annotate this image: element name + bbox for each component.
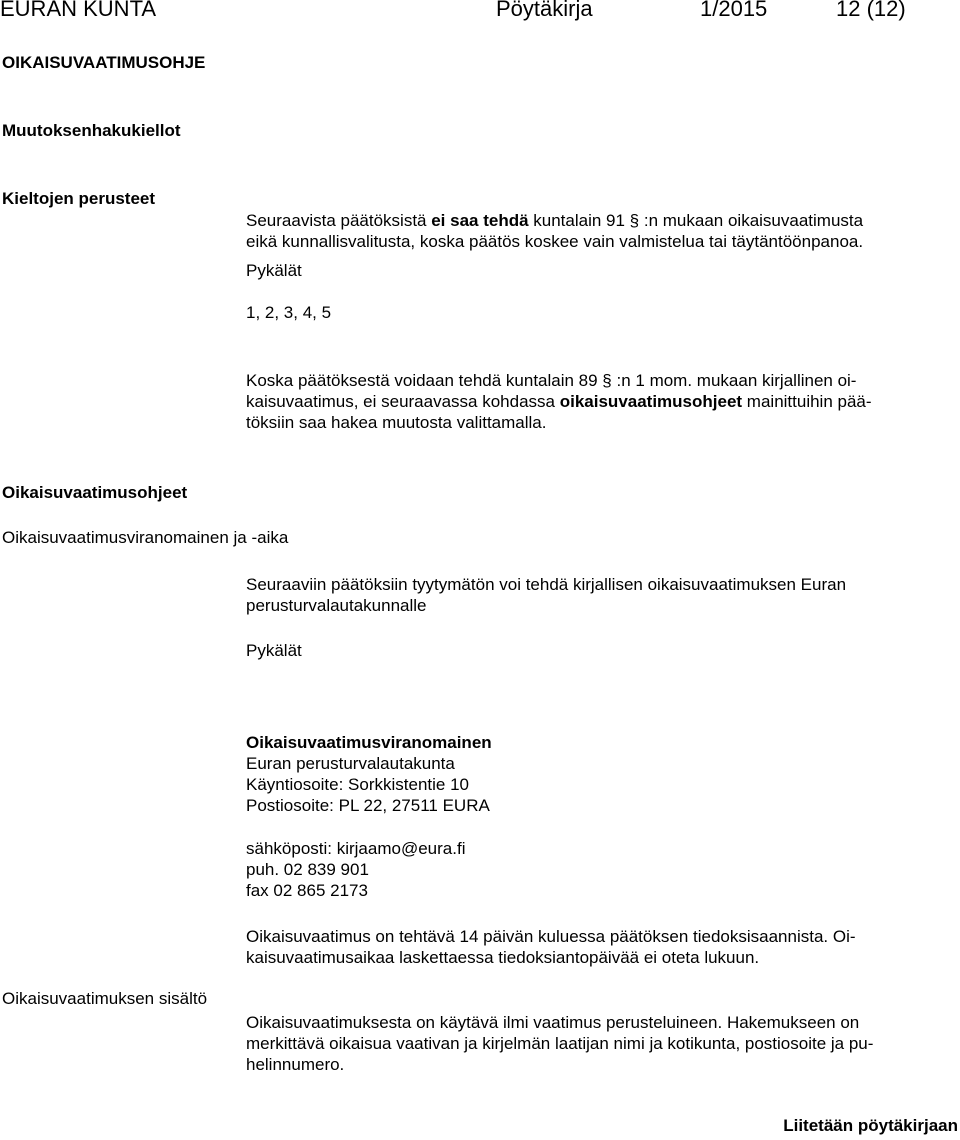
phone-number: puh. 02 839 901 [246, 860, 369, 879]
ban-grounds-heading: Kieltojen perusteet [2, 189, 156, 208]
fax-number: fax 02 865 2173 [246, 881, 368, 900]
page-header [0, 0, 960, 24]
organization-name: EURAN KUNTA [0, 0, 157, 21]
postal-address: Postiosoite: PL 22, 27511 EURA [246, 796, 490, 815]
authority-contact-details [246, 838, 465, 901]
emphasis-not-allowed: ei saa tehdä [431, 211, 529, 230]
document-type: Pöytäkirja [496, 0, 593, 21]
appeal-content-heading: Oikaisuvaatimuksen sisältö [2, 989, 208, 1008]
authority-title: Oikaisuvaatimusviranomainen [246, 733, 492, 752]
emphasis-appeal-instructions: oikaisuvaatimusohjeet [559, 392, 743, 411]
authority-contact-block [246, 732, 492, 816]
footer-note: Liitetään pöytäkirjaan [783, 1116, 958, 1135]
ban-explanation-text: Koska päätöksestä voidaan tehdä kuntalain 89 § :n 1 mom. mukaan kirjallinen oi- kaisuvaatimus, ei seuraavassa kohdassa oikaisuvaatimusohjeet mainittuihin pää- töksiin saa hakea muutosta valittamalla. [246, 371, 872, 432]
appeal-authority-heading: Oikaisuvaatimusviranomainen ja -aika [2, 528, 289, 547]
guide-title: OIKAISUVAATIMUSOHJE [2, 53, 206, 72]
appeal-content-text: Oikaisuvaatimuksesta on käytävä ilmi vaatimus perusteluineen. Hakemukseen on merkittävä oikaisua vaativan ja kirjelmän laatijan nimi ja kotikunta, postiosoite ja pu- helinnumero. [246, 1013, 874, 1074]
ban-grounds-text: Seuraavista päätöksistä ei saa tehdä kuntalain 91 § :n mukaan oikaisuvaatimusta eikä kunnallisvalitusta, koska päätös koskee vain valmistelua tai täytäntöönpanoa. [246, 211, 864, 251]
ban-sections-value: 1, 2, 3, 4, 5 [246, 303, 332, 322]
visit-address: Käyntiosoite: Sorkkistentie 10 [246, 775, 470, 794]
email-address: sähköposti: kirjaamo@eura.fi [246, 839, 466, 858]
page-number: 12 (12) [836, 0, 906, 21]
ban-sections-label: Pykälät [246, 261, 302, 280]
authority-name: Euran perusturvalautakunta [246, 754, 455, 773]
appeal-sections-label: Pykälät [246, 641, 302, 660]
appeal-bans-heading: Muutoksenhakukiellot [2, 121, 181, 140]
document-number: 1/2015 [700, 0, 768, 21]
appeal-deadline-text: Oikaisuvaatimus on tehtävä 14 päivän kuluessa päätöksen tiedoksisaannista. Oi- kaisuvaatimusaikaa laskettaessa tiedoksiantopäivää ei oteta lukuun. [246, 927, 856, 967]
appeal-intro-text: Seuraaviin päätöksiin tyytymätön voi tehdä kirjallisen oikaisuvaatimuksen Euran perusturvalautakunnalle [246, 575, 847, 615]
appeal-instructions-heading: Oikaisuvaatimusohjeet [2, 483, 188, 502]
